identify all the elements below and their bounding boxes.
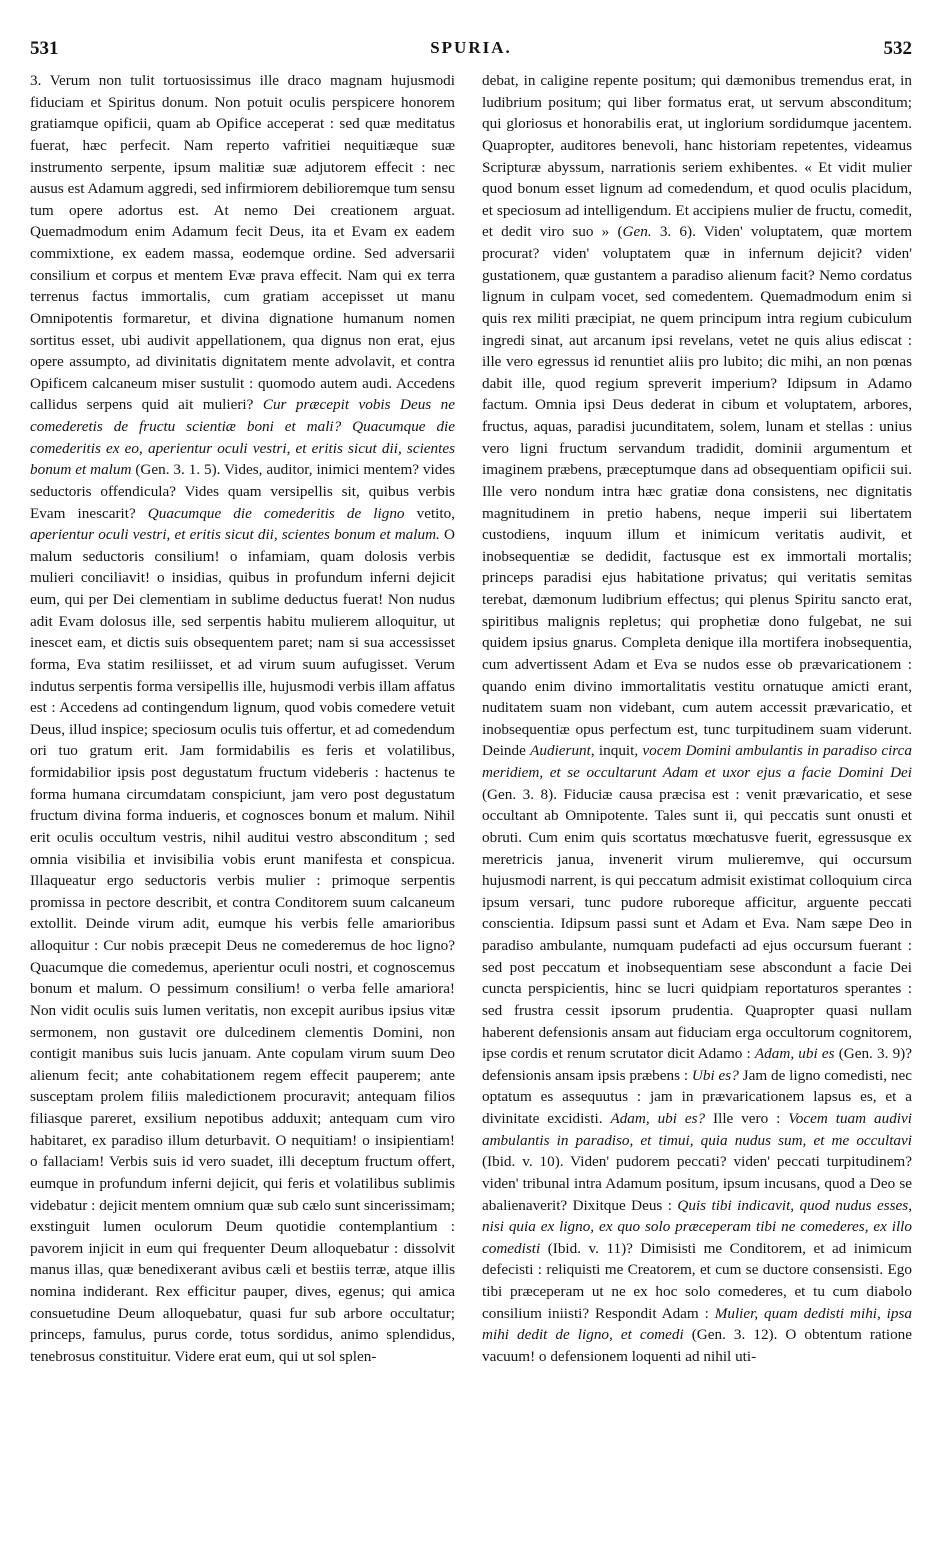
italic-run: aperientur oculi vestri, et eritis sicut dii, scientes bonum et malum.	[30, 526, 440, 544]
italic-run: Adam, ubi es	[754, 1045, 835, 1063]
text-run: (Gen. 3. 8). Fiduciæ causa præcisa est : venit prævaricatio, et sese occultant ab Omnipotente. Tales sunt ii, qui peccatis sunt onusti et obruti. Cum enim quis scortatus mœchatusve fuerit, egressusque ex meretricis janua, invenerit virum mulieremve, qui occursum hujusmodi narrent, is qui peccatum admisit existimat colloquium circa ipsum versari, tunc pudore ruboreque afficitur, arguente peccati conscientia. Idipsum passi sunt et Adam et Eva. Nam sæpe Deo in paradiso ambulante, numquam pudefacti ad ejus occursum fuerant : sed post peccatum et inobsequentiam sese abscondunt a facie Dei cuncta perspicientis, hinc se lucri quidpiam reportaturos sperantes : sed frustra cessit ipsorum prudentia. Quapropter quasi nullam haberent defensionis ansam aut fiduciam erga occultorum cognitorem, ipse cordis et renum scrutator dicit Adamo :	[482, 785, 912, 1063]
italic-run: Quis tibi indicavit, quod nudus esses, nisi quia ex ligno, ex quo solo præceperam tibi ne comederes, ex illo comedisti	[482, 1196, 912, 1257]
text-run: (Ibid. v. 10). Viden' pudorem peccati? viden' peccati turpitudinem? viden' tribunal intra Adamum positum, ipsum incusans, quod a Deo se abalienaverit? Dixitque Deus :	[482, 1153, 912, 1214]
left-text-column	[30, 70, 455, 1368]
right-text-column	[482, 70, 912, 1368]
text-run: (Gen. 3. 12). O obtentum ratione vacuum! o defensionem loquenti ad nihil uti-	[482, 1326, 912, 1365]
italic-run: Ubi es?	[691, 1066, 739, 1084]
italic-run: Audierunt	[530, 742, 591, 760]
italic-run: Quacumque die comederitis de ligno	[147, 504, 405, 522]
text-run: debat, in caligine repente positum; qui dæmonibus tremendus erat, in ludibrium positum; qui liber formatus erat, ut servum absconditum; qui gloriosus et honorabilis erat, ut inglorium sordidumque jacentem. Quapropter, auditores benevoli, hanc historiam repetentes, videamus Scripturæ abyssum, narrationis seriem exhibentes. « Et vidit mulier quod bonum esset lignum ad comedendum, et quod oculis placidum, et speciosum ad intelligendum. Et accipiens mulier de fructu, comedit, et dedit viro suo » (	[482, 72, 912, 241]
running-title: SPURIA.	[430, 38, 512, 57]
column-paragraph	[30, 70, 455, 1368]
page-header	[30, 38, 912, 68]
left-page-number: 531	[30, 38, 59, 59]
italic-run: vocem Domini ambulantis in paradiso circa meridiem, et se occultarunt Adam et uxor ejus a facie Domini Dei	[482, 742, 912, 781]
text-run: , inquit,	[590, 742, 643, 760]
italic-run: Gen.	[622, 223, 652, 241]
text-run: O malum seductoris consilium! o infamiam, quam dolosis verbis mulieri conciliavit! o insidias, quibus in profundum inferni dejicit eum, qui per Dei clementiam in sublime deductus fuerat! Non nudus adit Evam dolosus ille, sed serpentis habitu mulierem alloquitur, ut inescet eam, et dictis suis obsequentem paret; nam si sua accessisset forma, Eva statim resiliisset, et ad virum suum aufugisset. Verum indutus serpentis forma versipellis ille, hujusmodi verbis illam affatus est : Accedens ad contingendum lignum, quod vobis comedere vetuit Deus, illud inspice; speciosum oculis tuis offertur, et ad comedendum ori tuo gratum erit. Jam formidabilis es feris et volatilibus, formidabilior ipsis post degustatum fructum videberis : hactenus te forma humana circumdatam conspiciunt, jam vero post degustatum fructum divina forma indueris, et cognosces bonum et malum. Nihil erit oculis occultum vestris, nihil auditui vestro absconditum ; sed omnia visibilia et invisibilia vobis erunt manifesta et conspicua. Illaqueatur ergo seductoris verbis mulier : primoque serpentis promissa in pectore describit, et contra Conditorem suum calcaneum extollit. Deinde virum adit, eumque his verbis felle amarioribus alloquitur : Cur nobis præcepit Deus ne comederemus de hoc ligno? Quacumque die comedemus, aperientur oculi nostri, et cognoscemus bonum et malum. O pessimum consilium! o verba felle amariora! Non vidit oculis suis lumen veritatis, non excepit auribus ipsius vitæ sermonem, non gustavit ore dulcedinem clementis Domini, non contigit manibus suis lucis januam. Ante copulam virum suum Deo alienum fecit; ante cohabitationem regem effecit pauperem; ante susceptam prolem filiis maledictionem procuravit; antequam filios filiasque pareret, exsilium nepotibus adduxit; antequam cum viro habitaret, ex paradiso illum deturbavit. O nequitiam! o insipientiam! o fallaciam! Verbis suis id vero suadet, illi deceptum fructum offert, eumque in profundum inferni dejicit, qui feris et volatilibus sublimis videbatur : dejicit mentem omnium quæ sub cælo sunt sincerissimam; exstinguit lumen oculorum Deum quotidie contemplantium : pavorem injicit in eum qui frequenter Deum alloquebatur : dissolvit manus illas, quæ benedixerant avibus cæli et bestiis terræ, atque illis nomina indiderant. Rex efficitur pauper, dives, egenus; qui amica consuetudine Deum alloquebatur, quasi fur sub arbore occultatur; princeps, famulus, purus corde, totus sordidus, animo splendidus, tenebrosus constituitur. Videre erat eum, qui ut sol splen-	[30, 526, 455, 1365]
text-run: (Ibid. v. 11)? Dimisisti me Conditorem, et ad inimicum defecisti : reliquisti me Creatorem, et cum se ductore consensisti. Ego tibi præceperam ut ne ex hoc solo comederes, et tu cum diabolo consilium iniisti? Respondit Adam :	[482, 1239, 912, 1322]
italic-run: Cur præcepit vobis Deus ne comederetis de fructu scientiæ boni et mali? Quacumque die comederitis ex eo, aperientur oculi vestri, et eritis sicut dii, scientes bonum et malum	[30, 396, 455, 479]
text-run: 3. 6). Viden' voluptatem, quæ mortem procurat? viden' voluptatem quæ in infernum dejicit? viden' gustationem, quæ gustantem a paradiso alienum facit? Nemo cordatus lignum in culpam vocet, sed comedentem. Quemadmodum enim si quis rex militi præcipiat, ne quem principum intra regium cubiculum ingredi sinat, aut arcanum ipsi revelans, vetet ne quis alius ediscat : ille vero egressus id renuntiet aliis pro lubito; dic mihi, an non pœnas dabit ille, quod regium spreverit imperium? Idipsum in Adamo factum. Omnia ipsi Deus dederat in cibum et voluptatem, arbores, fructus, aquas, paradisi jucunditatem, solem, lunam et stellas : unius vero ligni fructum servandum tradidit, dominii argumentum et imaginem præbens, præceptumque dans ad obsequentiam opificii sui. Ille vero nondum intra hæc gratiæ dona consistens, nec dignitatis magnitudinem in pretio habens, neque imperii sui libertatem custodiens, inquum illum et inimicum veritatis audivit, et inobsequentiæ se dedidit, factusque est ex immortali mortalis; princeps paradisi ejus habitatione privatus; qui veritatis semitas terebat, dæmonum ludibrium effectus; qui plenus Spiritu sancto erat, spiritibus malignis repletus; qui prophetiæ dono fulgebat, ne sui quidem ipsius gnarus. Completa denique illa mortifera inobsequentia, cum advertissent Adam et Eva se nudos esse ob prævaricationem : quando enim divino immortalitatis vestitu ornatuque amicti erant, nuditatem suam non videbant, cum autem accessit prævaricatio, et inobsequentiæ opus perfectum est, tunc turpitudinem suam viderunt. Deinde	[482, 223, 913, 760]
italic-run: Vocem tuam audivi ambulantis in paradiso, et timui, quia nudus sum, et me occultavi	[482, 1110, 912, 1149]
text-run: (Gen. 3. 1. 5). Vides, auditor, inimici mentem? vides seductoris offendicula? Vides quam versipellis sit, quibus verbis Evam inescarit?	[30, 461, 455, 522]
column-paragraph	[482, 70, 912, 1368]
text-run: (Gen. 3. 9)? defensionis ansam ipsis præbens :	[482, 1045, 912, 1084]
right-page-number: 532	[883, 38, 912, 59]
text-run: 3. Verum non tulit tortuosissimus ille draco magnam hujusmodi fiduciam et Spiritus donum. Non potuit oculis perspicere honorem gratiamque opificii, quam ab Opifice acceperat : sed quæ meditatus fuerat, hæc perfecit. Nam reperto vafritiei nequitiæque suæ instrumento serpente, ipsum malitiæ suæ adjutorem effecit : nec ausus est Adamum aggredi, sed infirmiorem debilioremque tum sensu tum opere adortus est. At nemo Dei creationem arguat. Quemadmodum enim Adamum fecit Deus, ita et Evam ex eadem commixtione, ex eadem massa, eodemque ordine. Sed adversarii consilium et corpus et mentem Evæ prava effecit. Nam qui ex terra terrenus factus immortalis, cum gratiam accepisset ut manu Omnipotentis formaretur, et divina dignatione humanum nomen sortitus esset, ubi audivit appellationem, qua dignus non erat, ejus opere assumpto, ad divinitatis dignitatem mente advolavit, et contra Opificem calcaneum miser sustulit : quomodo autem audi. Accedens callidus serpens quid ait mulieri?	[30, 72, 455, 414]
text-run: vetito,	[404, 504, 456, 522]
text-run: Ille vero :	[705, 1110, 789, 1127]
italic-run: Mulier, quam dedisti mihi, ipsa mihi dedit de ligno, et comedi	[482, 1304, 912, 1344]
text-run: Jam de ligno comedisti, nec optatum es assequutus : jam in prævaricationem lapsus es, et a divinitate excidisti.	[482, 1066, 913, 1127]
italic-run: Adam, ubi es?	[610, 1110, 706, 1127]
